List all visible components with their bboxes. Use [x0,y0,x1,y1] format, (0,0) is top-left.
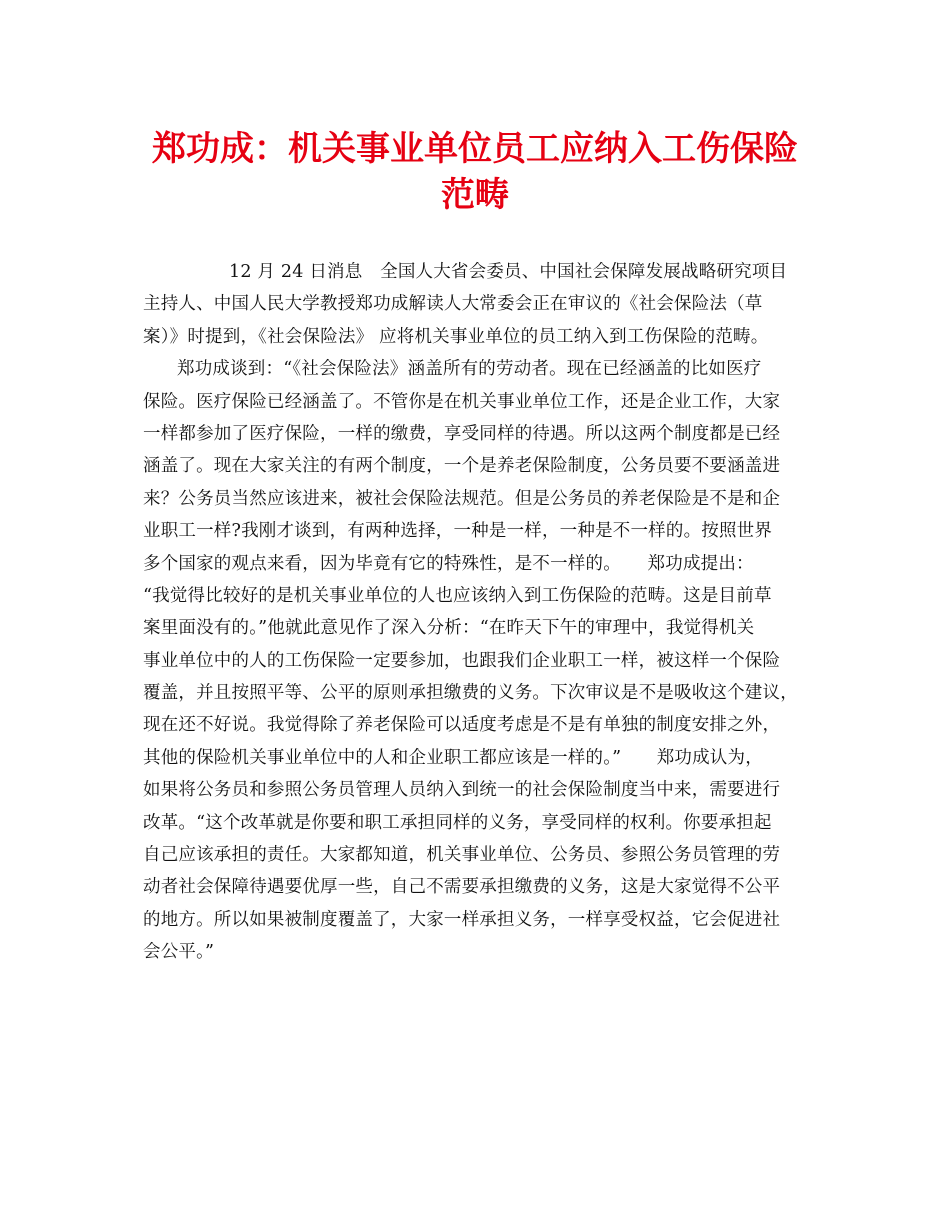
text-line: 事业单位中的人的工伤保险一定要参加，也跟我们企业职工一样，被这样一个保险 [143,650,781,671]
text-line: 案）》时提到，《社会保险法》 应将机关事业单位的员工纳入到工伤保险的范畴。 [143,326,769,347]
text-line: 改革。“这个改革就是你要和职工承担同样的义务，享受同样的权利。你要承担起 [143,812,772,833]
text-line: 动者社会保障待遇要优厚一些，自己不需要承担缴费的义务，这是大家觉得不公平 [143,877,781,898]
text-line: 涵盖了。现在大家关注的有两个制度，一个是养老保险制度，公务员要不要涵盖进 [143,456,781,477]
text-line: 主持人、中国人民大学教授郑功成解读人大常委会正在审议的《社会保险法（草 [143,294,763,315]
text-line: 一样都参加了医疗保险，一样的缴费，享受同样的待遇。所以这两个制度都是已经 [143,423,781,444]
text-line: 会公平。” [143,942,215,963]
text-line: “我觉得比较好的是机关事业单位的人也应该纳入到工伤保险的范畴。这是目前草 [143,585,772,606]
text-line: 其他的保险机关事业单位中的人和企业职工都应该是一样的。” 郑功成认为， [143,747,763,768]
text-line: 现在还不好说。我觉得除了养老保险可以适度考虑是不是有单独的制度安排之外， [143,715,781,736]
text-line: 保险。医疗保险已经涵盖了。不管你是在机关事业单位工作，还是企业工作，大家 [143,391,781,412]
text-line: 覆盖，并且按照平等、公平的原则承担缴费的义务。下次审议是不是吸收这个建议， [143,683,798,704]
text-line: 案里面没有的。”他就此意见作了深入分析：“在昨天下午的审理中，我觉得机关 [143,618,755,639]
text-line: 业职工一样?我刚才谈到，有两种选择，一种是一样，一种是不一样的。按照世界 [143,521,773,542]
text-line: 12 月 24 日消息 全国人大省会委员、中国社会保障发展战略研究项目 [229,262,788,282]
title-line-2: 范畴 [441,175,509,215]
text-line: 来？公务员当然应该进来，被社会保险法规范。但是公务员的养老保险是不是和企 [143,488,781,509]
text-line: 自己应该承担的责任。大家都知道，机关事业单位、公务员、参照公务员管理的劳 [143,845,781,866]
text-line: 郑功成谈到：“《社会保险法》涵盖所有的劳动者。现在已经涵盖的比如医疗 [177,359,762,380]
text-line: 的地方。所以如果被制度覆盖了，大家一样承担义务，一样享受权益，它会促进社 [143,909,781,930]
title-line-1: 郑功成：机关事业单位员工应纳入工伤保险 [152,129,798,169]
document-title [120,126,830,218]
text-line: 多个国家的观点来看，因为毕竟有它的特殊性，是不一样的。 郑功成提出： [143,553,754,574]
text-line: 如果将公务员和参照公务员管理人员纳入到统一的社会保险制度当中来，需要进行 [143,780,781,801]
article-body [143,256,823,969]
